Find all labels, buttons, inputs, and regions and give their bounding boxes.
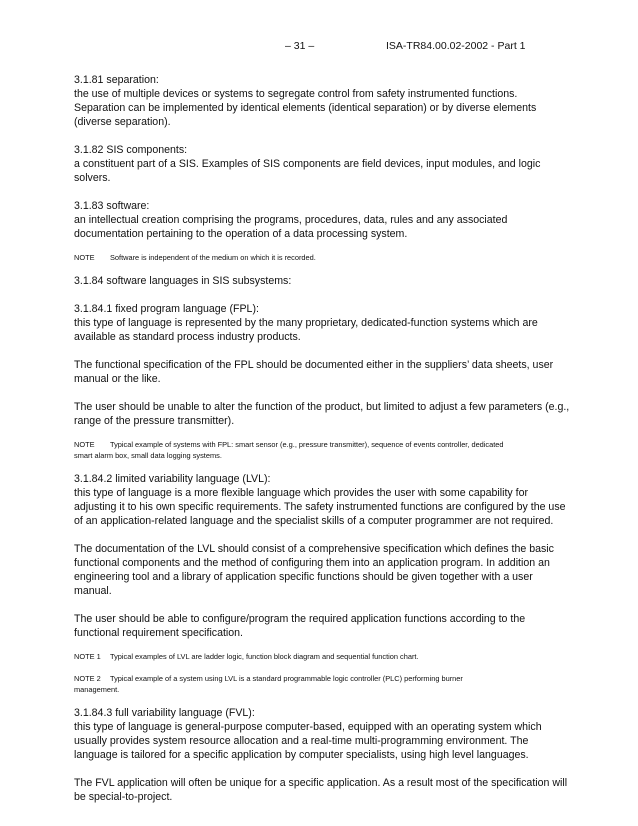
paragraph-line: The user should be unable to alter the function of the product, but limited to adjust a few parameters (e.g., <box>74 401 570 413</box>
definition-fvl <box>74 706 574 762</box>
definition-line: of an application-related language and the specialist skills of a computer programmer are not required. <box>74 515 554 527</box>
note-tag: NOTE <box>74 253 95 262</box>
definition-line: documentation pertaining to the operation of a data processing system. <box>74 228 408 240</box>
note-tag: NOTE 2 <box>74 674 101 683</box>
definition-line: adjusting it to his own specific requirements. The safety instrumented functions are configured by the use <box>74 501 566 513</box>
definition-line: this type of language is a more flexible language which provides the user with some capability for <box>74 487 529 499</box>
paragraph-line: manual or the like. <box>74 373 161 385</box>
definition-line: a constituent part of a SIS. Examples of SIS components are field devices, input modules, and logic <box>74 158 541 170</box>
paragraph-line: manual. <box>74 585 112 597</box>
paragraph-line: The functional specification of the FPL should be documented either in the suppliers’ data sheets, user <box>74 359 554 371</box>
definition-line: language is tailored for a specific application by computer specialists, using high level languages. <box>74 749 529 761</box>
paragraph-line: The FVL application will often be unique for a specific application. As a result most of the specification will <box>74 777 568 789</box>
fvl-paragraph <box>74 776 574 804</box>
lvl-paragraph <box>74 542 574 598</box>
lvl-paragraph <box>74 612 574 640</box>
definition-fpl <box>74 302 574 344</box>
note-fpl <box>74 439 574 461</box>
note-text: Software is independent of the medium on which it is recorded. <box>110 253 316 262</box>
definition-line: solvers. <box>74 172 111 184</box>
note-text: smart alarm box, small data logging systems. <box>74 451 222 460</box>
definition-lvl <box>74 472 574 528</box>
paragraph-line: functional requirement specification. <box>74 627 244 639</box>
note-software <box>74 252 574 263</box>
definition-heading: 3.1.82 SIS components: <box>74 144 188 156</box>
note-text: Typical example of systems with FPL: smart sensor (e.g., pressure transmitter), sequence of events controller, dedicated <box>110 440 504 449</box>
definition-line: usually provides system resource allocation and a real-time multi-programming environment. The <box>74 735 529 747</box>
definition-sis-components <box>74 143 574 185</box>
definition-software-languages <box>74 274 574 288</box>
definition-line: Separation can be implemented by identical elements (identical separation) or by diverse elements <box>74 102 537 114</box>
note-text: Typical example of a system using LVL is a standard programmable logic controller (PLC) performing burner <box>110 674 463 683</box>
note-lvl-2 <box>74 673 574 695</box>
paragraph-line: functional components and the method of configuring them into an application program. In addition an <box>74 557 550 569</box>
document-id: ISA-TR84.00.02-2002 - Part 1 <box>386 40 526 52</box>
note-text: management. <box>74 685 120 694</box>
definition-line: the use of multiple devices or systems to segregate control from safety instrumented functions. <box>74 88 518 100</box>
definition-heading: 3.1.84.1 fixed program language (FPL): <box>74 303 259 315</box>
note-lvl-1 <box>74 651 574 662</box>
note-text: Typical examples of LVL are ladder logic, function block diagram and sequential function chart. <box>110 652 419 661</box>
note-tag: NOTE 1 <box>74 652 101 661</box>
paragraph-line: engineering tool and a library of application specific functions should be given together with a user <box>74 571 533 583</box>
definition-line: this type of language is general-purpose computer-based, equipped with an operating system which <box>74 721 542 733</box>
definition-heading: 3.1.84.3 full variability language (FVL): <box>74 707 255 719</box>
definition-heading: 3.1.84.2 limited variability language (LVL): <box>74 473 271 485</box>
definition-software <box>74 199 574 241</box>
paragraph-line: range of the pressure transmitter). <box>74 415 235 427</box>
definition-line: available as standard process industry products. <box>74 331 301 343</box>
definition-heading: 3.1.81 separation: <box>74 74 159 86</box>
fpl-paragraph <box>74 358 574 386</box>
definition-line: (diverse separation). <box>74 116 171 128</box>
page-content <box>74 73 574 815</box>
fpl-paragraph <box>74 400 574 428</box>
definition-heading: 3.1.83 software: <box>74 200 150 212</box>
paragraph-line: The documentation of the LVL should consist of a comprehensive specification which defines the basic <box>74 543 554 555</box>
definition-separation <box>74 73 574 129</box>
page-number: – 31 – <box>285 40 315 52</box>
definition-line: an intellectual creation comprising the programs, procedures, data, rules and any associated <box>74 214 508 226</box>
paragraph-line: The user should be able to configure/program the required application functions according to the <box>74 613 526 625</box>
definition-heading: 3.1.84 software languages in SIS subsystems: <box>74 275 292 287</box>
definition-line: this type of language is represented by the many proprietary, dedicated-function systems which are <box>74 317 538 329</box>
note-tag: NOTE <box>74 440 95 449</box>
paragraph-line: be special-to-project. <box>74 791 173 803</box>
